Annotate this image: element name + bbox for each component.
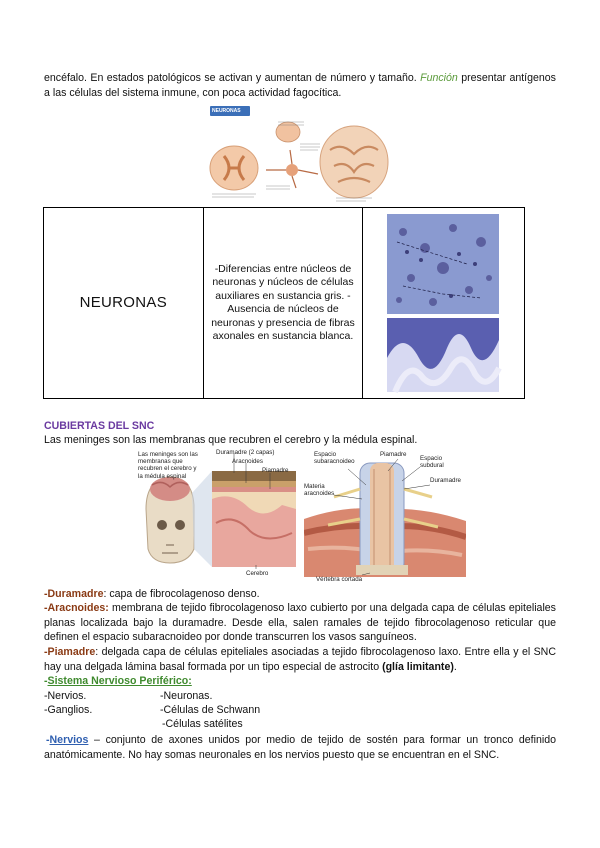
- def-piamadre: [44, 645, 556, 674]
- spinal-meninges-figure: [304, 449, 466, 585]
- meninges-head-figure: [136, 449, 302, 579]
- snp-item-ganglios: -Ganglios.: [44, 704, 93, 716]
- label-aracnoides: Aracnoides: [232, 458, 263, 465]
- table-image-cell: [363, 208, 525, 399]
- nervios-text: – conjunto de axones unidos por medio de tejido de sostén para formar un tronco definido anatómicamente. No hay somas neuronales en los nervios puesto que se encuentran en el SNC.: [44, 734, 557, 761]
- snp-heading: Sistema Nervioso Periférico:: [47, 675, 192, 687]
- label-piamadre: Piamadre: [262, 467, 289, 474]
- text-aracnoides: membrana de tejido fibrocolagenoso laxo cubierto por una delgada capa de células epiteliales planas localizada bajo la duramadre. Desde ella, salen ramales de tejido fibrocolagenoso reticular que definen el espacio subaracnoideo por donde transcurren los vasos sanguíneos.: [44, 602, 556, 644]
- snp-heading-line: [44, 674, 556, 689]
- intro-text-a: encéfalo. En estados patológicos se activan y aumentan de número y tamaño.: [44, 72, 417, 84]
- snp-row-2: [44, 703, 261, 718]
- top-neuron-figure: [206, 104, 392, 204]
- meninges-intro: Las meninges son las membranas que recubren el cerebro y la médula espinal.: [44, 434, 418, 446]
- nervios-dash: -: [46, 734, 50, 746]
- label-duramadre-right: Duramadre: [430, 477, 461, 484]
- table-text: -Diferencias entre núcleos de neuronas y núcleos de células auxiliares en sustancia gris. -Ausencia de núcleos de neuronas y presencia de fibras axonales en sustancia blanca.: [211, 262, 355, 342]
- snp-item-nervios: -Nervios.: [44, 690, 87, 702]
- label-vertebra-cortada: Vértebra cortada: [316, 576, 363, 583]
- spinal-cord-illustration: [304, 449, 466, 585]
- text-duramadre: : capa de fibrocolagenoso denso.: [103, 588, 260, 600]
- intro-paragraph: [44, 71, 556, 100]
- piamadre-end: .: [453, 660, 457, 673]
- text-piamadre: : delgada capa de células epiteliales asociadas a tejido fibrocolagenoso laxo. Entre ella y el SNC hay una delgada lámina basal formada por un tipo especial de astrocito: [44, 646, 556, 673]
- snp-item-schwann: -Células de Schwann: [160, 704, 261, 716]
- intro-funcion: Función: [420, 72, 458, 84]
- table-title-cell: [44, 208, 204, 399]
- nervios-term: Nervios: [49, 734, 89, 746]
- snp-dash: -: [44, 675, 48, 687]
- intro-text-c: antígenos a las células del sistema inmune, con poca actividad fagocítica.: [44, 72, 556, 99]
- def-aracnoides: [44, 601, 556, 645]
- cubiertas-heading: CUBIERTAS DEL SNC: [44, 420, 155, 432]
- label-materia-aracnoides: Materia aracnoides: [304, 483, 335, 497]
- intro-text-b: presentar: [461, 72, 507, 84]
- label-espacio-subaracnoideo: Espacio subaracnoideo: [314, 451, 355, 465]
- label-espacio-subdural: Espacio subdural: [420, 455, 444, 469]
- table-text-cell: [203, 208, 363, 399]
- neuron-illustration: [206, 104, 392, 204]
- histology-images: [363, 208, 523, 398]
- label-duramadre-2capas: Duramadre (2 capas): [216, 449, 275, 456]
- neuronas-table: [43, 207, 525, 399]
- snp-item-neuronas: -Neuronas.: [160, 690, 213, 702]
- snp-item-satelites: -Células satélites: [162, 718, 243, 730]
- snp-row-1: [44, 689, 213, 704]
- label-cerebro: Cerebro: [246, 570, 269, 577]
- nervios-paragraph: [44, 733, 556, 762]
- table-title: NEURONAS: [79, 293, 168, 311]
- label-piamadre-right: Piamadre: [380, 451, 407, 458]
- meninges-caption: Las meninges son las membranas que recubren el cerebro y la médula espinal: [138, 451, 198, 480]
- def-duramadre: [44, 587, 556, 602]
- term-aracnoides: -Aracnoides:: [44, 602, 109, 614]
- neuronas-tag: NEURONAS: [212, 108, 241, 114]
- glia-limitante: (glía limitante): [382, 660, 454, 673]
- term-piamadre: -Piamadre: [44, 646, 96, 658]
- term-duramadre: -Duramadre: [44, 588, 104, 600]
